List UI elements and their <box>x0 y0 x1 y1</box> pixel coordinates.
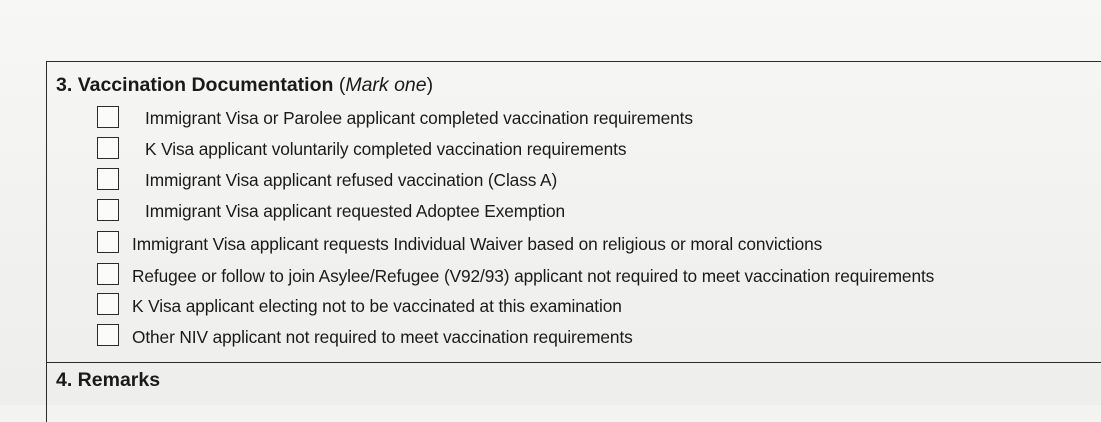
checkbox[interactable] <box>97 263 119 285</box>
option-row[interactable] <box>0 293 1101 317</box>
option-row[interactable] <box>0 106 1101 130</box>
option-row[interactable] <box>0 199 1101 223</box>
checkbox[interactable] <box>97 106 119 128</box>
option-row[interactable] <box>0 231 1101 255</box>
option-label: K Visa applicant voluntarily completed vaccination requirements <box>145 139 627 159</box>
section-heading: Vaccination Documentation <box>77 74 334 96</box>
option-row[interactable] <box>0 137 1101 161</box>
option-label: Other NIV applicant not required to meet vaccination requirements <box>132 327 633 347</box>
option-label: Immigrant Visa applicant refused vaccination (Class A) <box>145 170 558 190</box>
checkbox[interactable] <box>97 293 119 315</box>
option-label: Refugee or follow to join Asylee/Refugee (V92/93) applicant not required to meet vaccination requirements <box>132 266 935 286</box>
option-label: Immigrant Visa applicant requested Adoptee Exemption <box>145 201 566 221</box>
section-divider <box>46 362 1101 363</box>
checkbox[interactable] <box>97 137 119 159</box>
option-label: K Visa applicant electing not to be vaccinated at this examination <box>132 296 622 316</box>
option-row[interactable] <box>0 263 1101 287</box>
checkbox[interactable] <box>97 168 119 190</box>
section-hint: (Mark one) <box>338 74 434 96</box>
checkbox[interactable] <box>97 199 119 221</box>
section-number: 3. <box>56 74 73 96</box>
section-4-title: 4. Remarks <box>56 369 161 391</box>
option-row[interactable] <box>0 324 1101 348</box>
checkbox[interactable] <box>97 324 119 346</box>
section-3-title <box>56 74 433 97</box>
option-row[interactable] <box>0 168 1101 192</box>
option-label: Immigrant Visa applicant requests Individual Waiver based on religious or moral convictions <box>132 234 823 254</box>
checkbox[interactable] <box>97 231 119 253</box>
option-label: Immigrant Visa or Parolee applicant completed vaccination requirements <box>145 108 693 128</box>
